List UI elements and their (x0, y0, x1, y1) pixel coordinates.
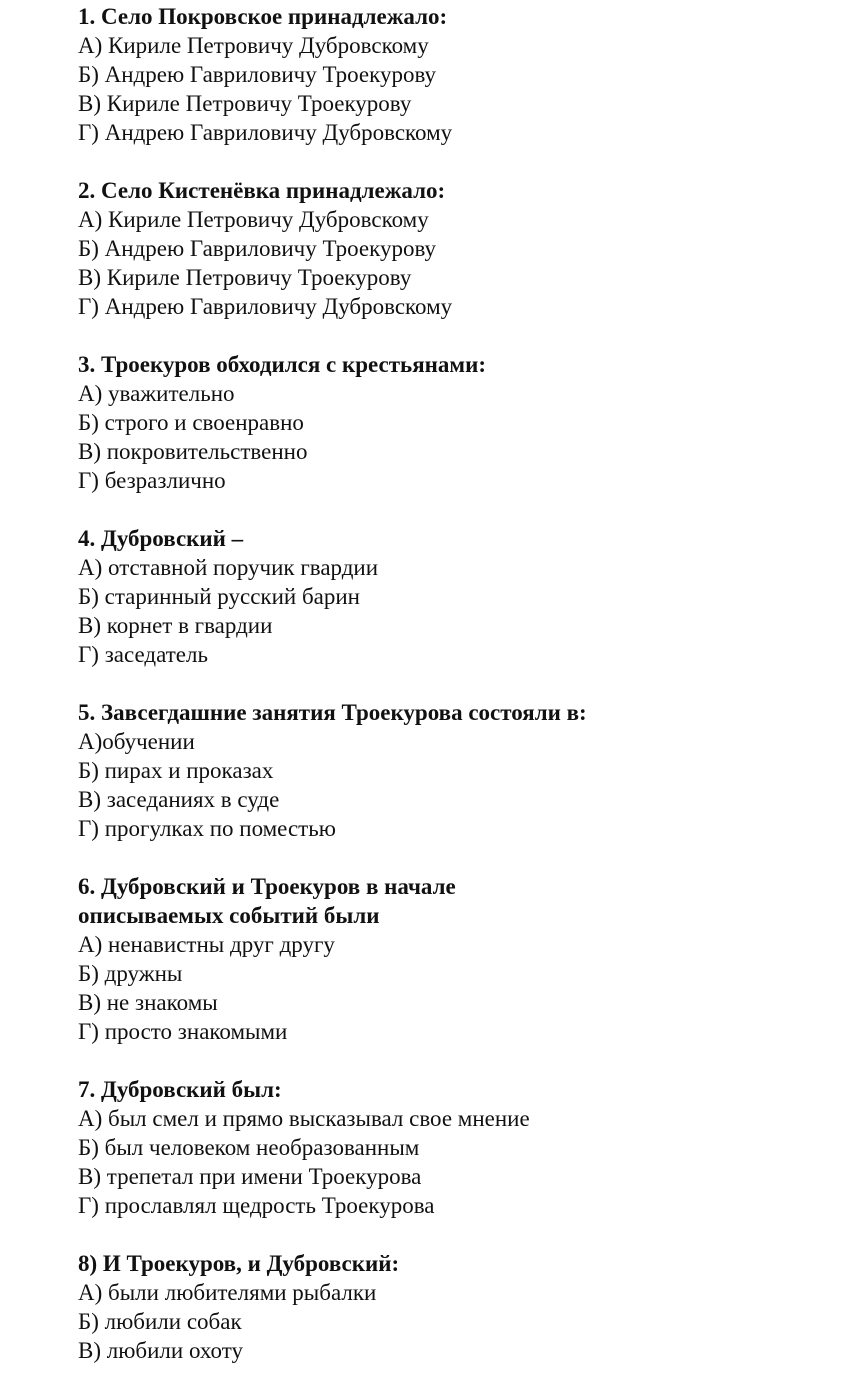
answer-option: Б) пирах и проказах (78, 758, 274, 783)
answer-option: А) уважительно (78, 381, 235, 406)
answer-option: В) покровительственно (78, 439, 308, 464)
answer-option: Г) безразлично (78, 468, 226, 493)
answer-option: Г) заседатель (78, 642, 208, 667)
answer-option: Г) прогулках по поместью (78, 816, 336, 841)
question-title (78, 698, 838, 727)
question-title (78, 524, 838, 553)
question-block (78, 2, 838, 147)
question-block (78, 698, 838, 843)
answer-option: В) не знакомы (78, 990, 218, 1015)
answer-option: А) ненавистны друг другу (78, 932, 335, 957)
answer-option: А) были любителями рыбалки (78, 1280, 377, 1305)
question-title-line: 4. Дубровский – (78, 526, 244, 551)
answer-option: А) Кириле Петровичу Дубровскому (78, 33, 429, 58)
question-block (78, 524, 838, 669)
question-title (78, 872, 838, 930)
question-title-line: 7. Дубровский был: (78, 1077, 282, 1102)
question-title-line: 2. Село Кистенёвка принадлежало: (78, 178, 446, 203)
answer-option: Б) старинный русский барин (78, 584, 360, 609)
quiz-document (78, 2, 838, 1394)
question-title (78, 2, 838, 31)
answer-option: А) отставной поручик гвардии (78, 555, 379, 580)
answer-option: В) трепетал при имени Троекурова (78, 1164, 422, 1189)
question-title (78, 1075, 838, 1104)
answer-option: А)обучении (78, 729, 195, 754)
answer-option: А) был смел и прямо высказывал свое мнение (78, 1106, 530, 1131)
answer-option: Б) строго и своенравно (78, 410, 304, 435)
answer-option: Б) любили собак (78, 1309, 242, 1334)
question-title-line: 3. Троекуров обходился с крестьянами: (78, 352, 486, 377)
question-block (78, 1075, 838, 1220)
question-title (78, 350, 838, 379)
question-title-line: 6. Дубровский и Троекуров в начале (78, 874, 456, 899)
answer-option: Г) Андрею Гавриловичу Дубровскому (78, 120, 453, 145)
question-title-line: 1. Село Покровское принадлежало: (78, 4, 448, 29)
question-block (78, 350, 838, 495)
answer-option: Г) просто знакомыми (78, 1019, 288, 1044)
question-title (78, 176, 838, 205)
question-block (78, 1249, 838, 1365)
answer-option: В) любили охоту (78, 1338, 243, 1363)
answer-option: Б) был человеком необразованным (78, 1135, 420, 1160)
question-title-line: 8) И Троекуров, и Дубровский: (78, 1251, 400, 1276)
answer-option: В) Кириле Петровичу Троекурову (78, 265, 412, 290)
answer-option: Б) дружны (78, 961, 183, 986)
question-block (78, 176, 838, 321)
question-title-line: описываемых событий были (78, 903, 380, 928)
answer-option: Г) Андрею Гавриловичу Дубровскому (78, 294, 453, 319)
answer-option: А) Кириле Петровичу Дубровскому (78, 207, 429, 232)
answer-option: Г) прославлял щедрость Троекурова (78, 1193, 435, 1218)
question-title (78, 1249, 838, 1278)
answer-option: В) Кириле Петровичу Троекурову (78, 91, 412, 116)
question-block (78, 872, 838, 1046)
question-title-line: 5. Завсегдашние занятия Троекурова состояли в: (78, 700, 587, 725)
answer-option: Б) Андрею Гавриловичу Троекурову (78, 62, 437, 87)
answer-option: В) корнет в гвардии (78, 613, 273, 638)
answer-option: Б) Андрею Гавриловичу Троекурову (78, 236, 437, 261)
answer-option: В) заседаниях в суде (78, 787, 280, 812)
